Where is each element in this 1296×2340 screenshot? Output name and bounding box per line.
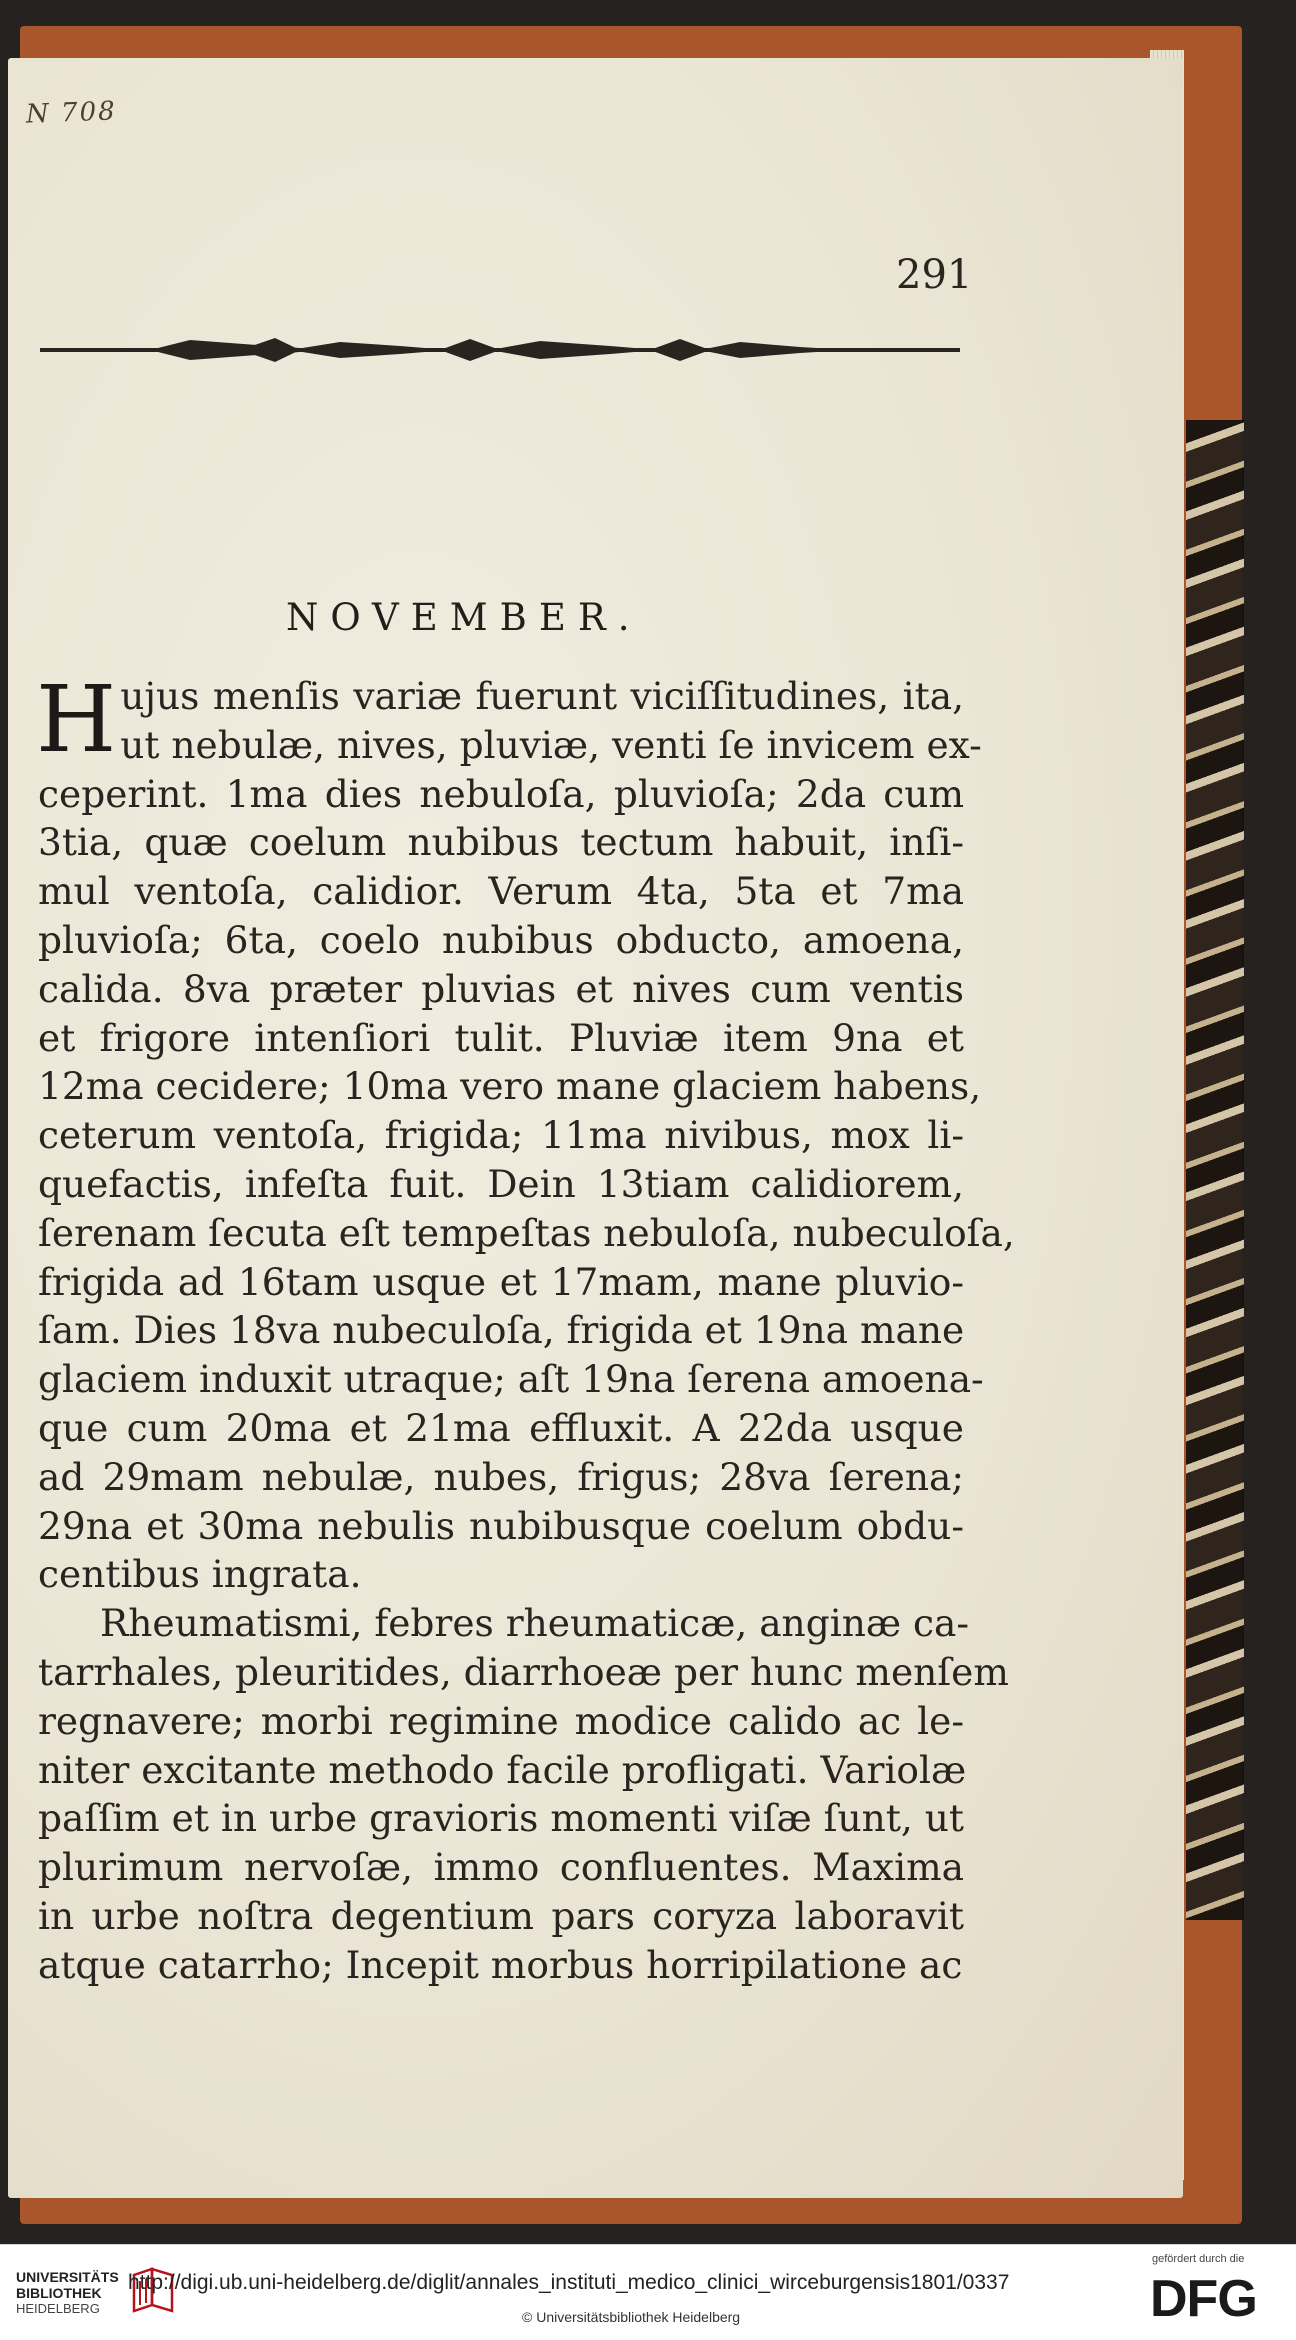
text-line: tarrhales, pleuritides, diarrhoeæ per hunc menſem xyxy=(38,1649,1009,1694)
library-name-line2: BIBLIOTHEK xyxy=(16,2285,102,2301)
page-number: 291 xyxy=(896,252,973,298)
text-line: 12ma cecidere; 10ma vero mane glaciem habens, xyxy=(38,1064,982,1109)
text-line: ujus menſis variæ fuerunt viciſſitudines, ita, xyxy=(120,674,964,718)
text-line: et frigore intenſiori tulit. Pluviæ item 9na et xyxy=(38,1015,964,1060)
permalink-link[interactable]: http://digi.ub.uni-heidelberg.de/diglit/annales_instituti_medico_clinici_wirceburgensis1801/0337 xyxy=(128,2271,1010,2294)
library-name-line3: HEIDELBERG xyxy=(16,2301,100,2316)
text-line: quefactis, infeſta fuit. Dein 13tiam calidiorem, xyxy=(38,1161,964,1206)
copyright-notice: © Universitätsbibliothek Heidelberg xyxy=(522,2309,741,2325)
dfg-logo: DFG xyxy=(1150,2270,1257,2328)
text-line: calida. 8va præter pluvias et nives cum ventis xyxy=(38,966,964,1011)
book-page xyxy=(8,58,1183,2198)
text-line: pluvioſa; 6ta, coelo nubibus obducto, amoena, xyxy=(38,917,964,962)
text-line: Rheumatismi, febres rheumaticæ, anginæ ca- xyxy=(100,1601,970,1646)
text-line: paſſim et in urbe gravioris momenti viſæ ſunt, ut xyxy=(38,1796,964,1841)
text-line: mul ventoſa, calidior. Verum 4ta, 5ta et 7ma xyxy=(38,869,964,914)
text-line: plurimum nervoſæ, immo confluentes. Maxima xyxy=(38,1845,964,1890)
text-line: que cum 20ma et 21ma effluxit. A 22da usque xyxy=(38,1405,964,1450)
text-line: atque catarrho; Incepit morbus horripilatione ac xyxy=(38,1942,963,1987)
text-line: ſerenam ſecuta eſt tempeſtas nebuloſa, nubeculoſa, xyxy=(38,1210,1015,1255)
body-text xyxy=(36,666,1015,1990)
library-name-line1: UNIVERSITÄTS xyxy=(16,2269,119,2285)
viewer-footer xyxy=(0,2244,1296,2340)
text-line: frigida ad 16tam usque et 17mam, mane pluvio- xyxy=(38,1259,964,1304)
text-line: ceterum ventoſa, frigida; 11ma nivibus, mox li- xyxy=(38,1113,964,1158)
text-line: regnavere; morbi regimine modice calido ac le- xyxy=(38,1698,964,1743)
page-heading: NOVEMBER. xyxy=(286,596,642,639)
text-line: ut nebulæ, nives, pluviæ, venti ſe invicem ex- xyxy=(120,722,982,767)
funded-by-label: gefördert durch die xyxy=(1152,2253,1245,2265)
marbled-edge xyxy=(1186,420,1244,1920)
text-line: glaciem induxit utraque; aſt 19na ſerena amoena- xyxy=(38,1357,984,1402)
shelfmark: N 708 xyxy=(25,96,118,130)
text-line: ſam. Dies 18va nubeculoſa, frigida et 19na mane xyxy=(38,1308,965,1353)
text-line: ceperint. 1ma dies nebuloſa, pluvioſa; 2da cum xyxy=(38,771,964,816)
library-logo[interactable] xyxy=(16,2269,119,2317)
text-line: niter excitante methodo facile profligati. Variolæ xyxy=(38,1747,967,1792)
text-line: 29na et 30ma nebulis nubibusque coelum obdu- xyxy=(38,1503,964,1548)
drop-cap: H xyxy=(36,666,117,773)
text-line: ad 29mam nebulæ, nubes, frigus; 28va ſerena; xyxy=(38,1454,964,1499)
text-line: in urbe noſtra degentium pars coryza laboravit xyxy=(38,1893,964,1938)
text-line: 3tia, quæ coelum nubibus tectum habuit, inſi- xyxy=(38,820,964,865)
ornamental-rule-icon xyxy=(40,326,960,374)
text-line: centibus ingrata. xyxy=(38,1552,362,1597)
